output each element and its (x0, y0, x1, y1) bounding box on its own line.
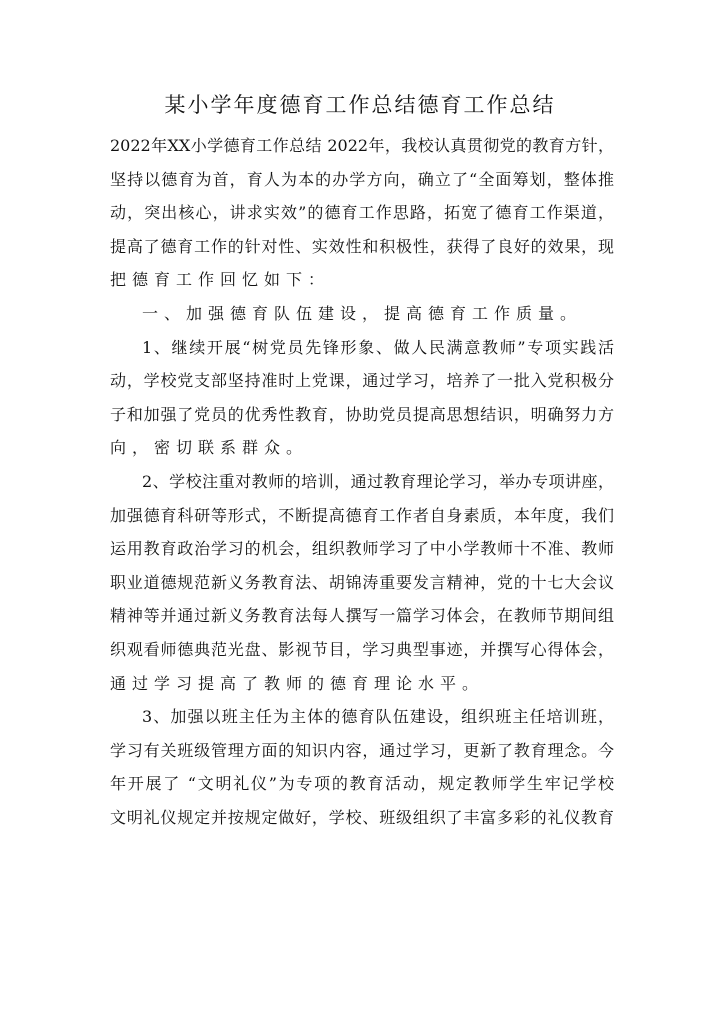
text-line: 通过学习提高了教师的德育理论水平。 (110, 673, 485, 693)
text-line: 职业道德规范新义务教育法、胡锦涛重要发言精神，党的十七大会议 (110, 572, 614, 592)
text-line: 学习有关班级管理方面的知识内容，通过学习，更新了教育理念。今 (110, 740, 614, 760)
document-body (110, 129, 614, 834)
text-line: 运用教育政治学习的机会，组织教师学习了中小学教师十不准、教师 (110, 539, 614, 559)
text-line: 动，突出核心，讲求实效”的德育工作思路，拓宽了德育工作渠道， (110, 203, 614, 223)
text-line: 3、加强以班主任为主体的德育队伍建设，组织班主任培训班， (142, 707, 614, 727)
text-line: 年开展了 “文明礼仪”为专项的教育活动，规定教师学生牢记学校 (110, 774, 614, 794)
text-line: 2、学校注重对教师的培训，通过教育理论学习，举办专项讲座， (142, 471, 614, 491)
text-line: 加强德育科研等形式，不断提高德育工作者自身素质，本年度，我们 (110, 505, 614, 525)
text-line: 向，密切联系群众。 (110, 438, 309, 458)
text-line: 把德育工作回忆如下： (110, 270, 331, 290)
text-line: 子和加强了党员的优秀性教育，协助党员提高思想结识，明确努力方 (110, 404, 614, 424)
text-line: 1、继续开展“树党员先锋形象、做人民满意教师”专项实践活 (142, 337, 614, 357)
text-line: 精神等并通过新义务教育法每人撰写一篇学习体会，在教师节期间组 (110, 606, 614, 626)
document-title: 某小学年度德育工作总结德育工作总结 (164, 93, 556, 117)
text-line: 提高了德育工作的针对性、实效性和积极性，获得了良好的效果，现 (110, 236, 614, 256)
text-line: 动，学校党支部坚持准时上党课，通过学习，培养了一批入党积极分 (110, 371, 614, 391)
text-line: 文明礼仪规定并按规定做好，学校、班级组织了丰富多彩的礼仪教育 (110, 807, 614, 827)
text-line: 坚持以德育为首，育人为本的办学方向，确立了“全面筹划，整体推 (110, 169, 614, 189)
text-line: 2022年XX小学德育工作总结 2022年，我校认真贯彻党的教育方针， (110, 136, 614, 155)
section-heading: 一、加强德育队伍建设，提高德育工作质量。 (142, 303, 583, 323)
text-line: 织观看师德典范光盘、影视节目，学习典型事迹，并撰写心得体会， (110, 639, 614, 659)
